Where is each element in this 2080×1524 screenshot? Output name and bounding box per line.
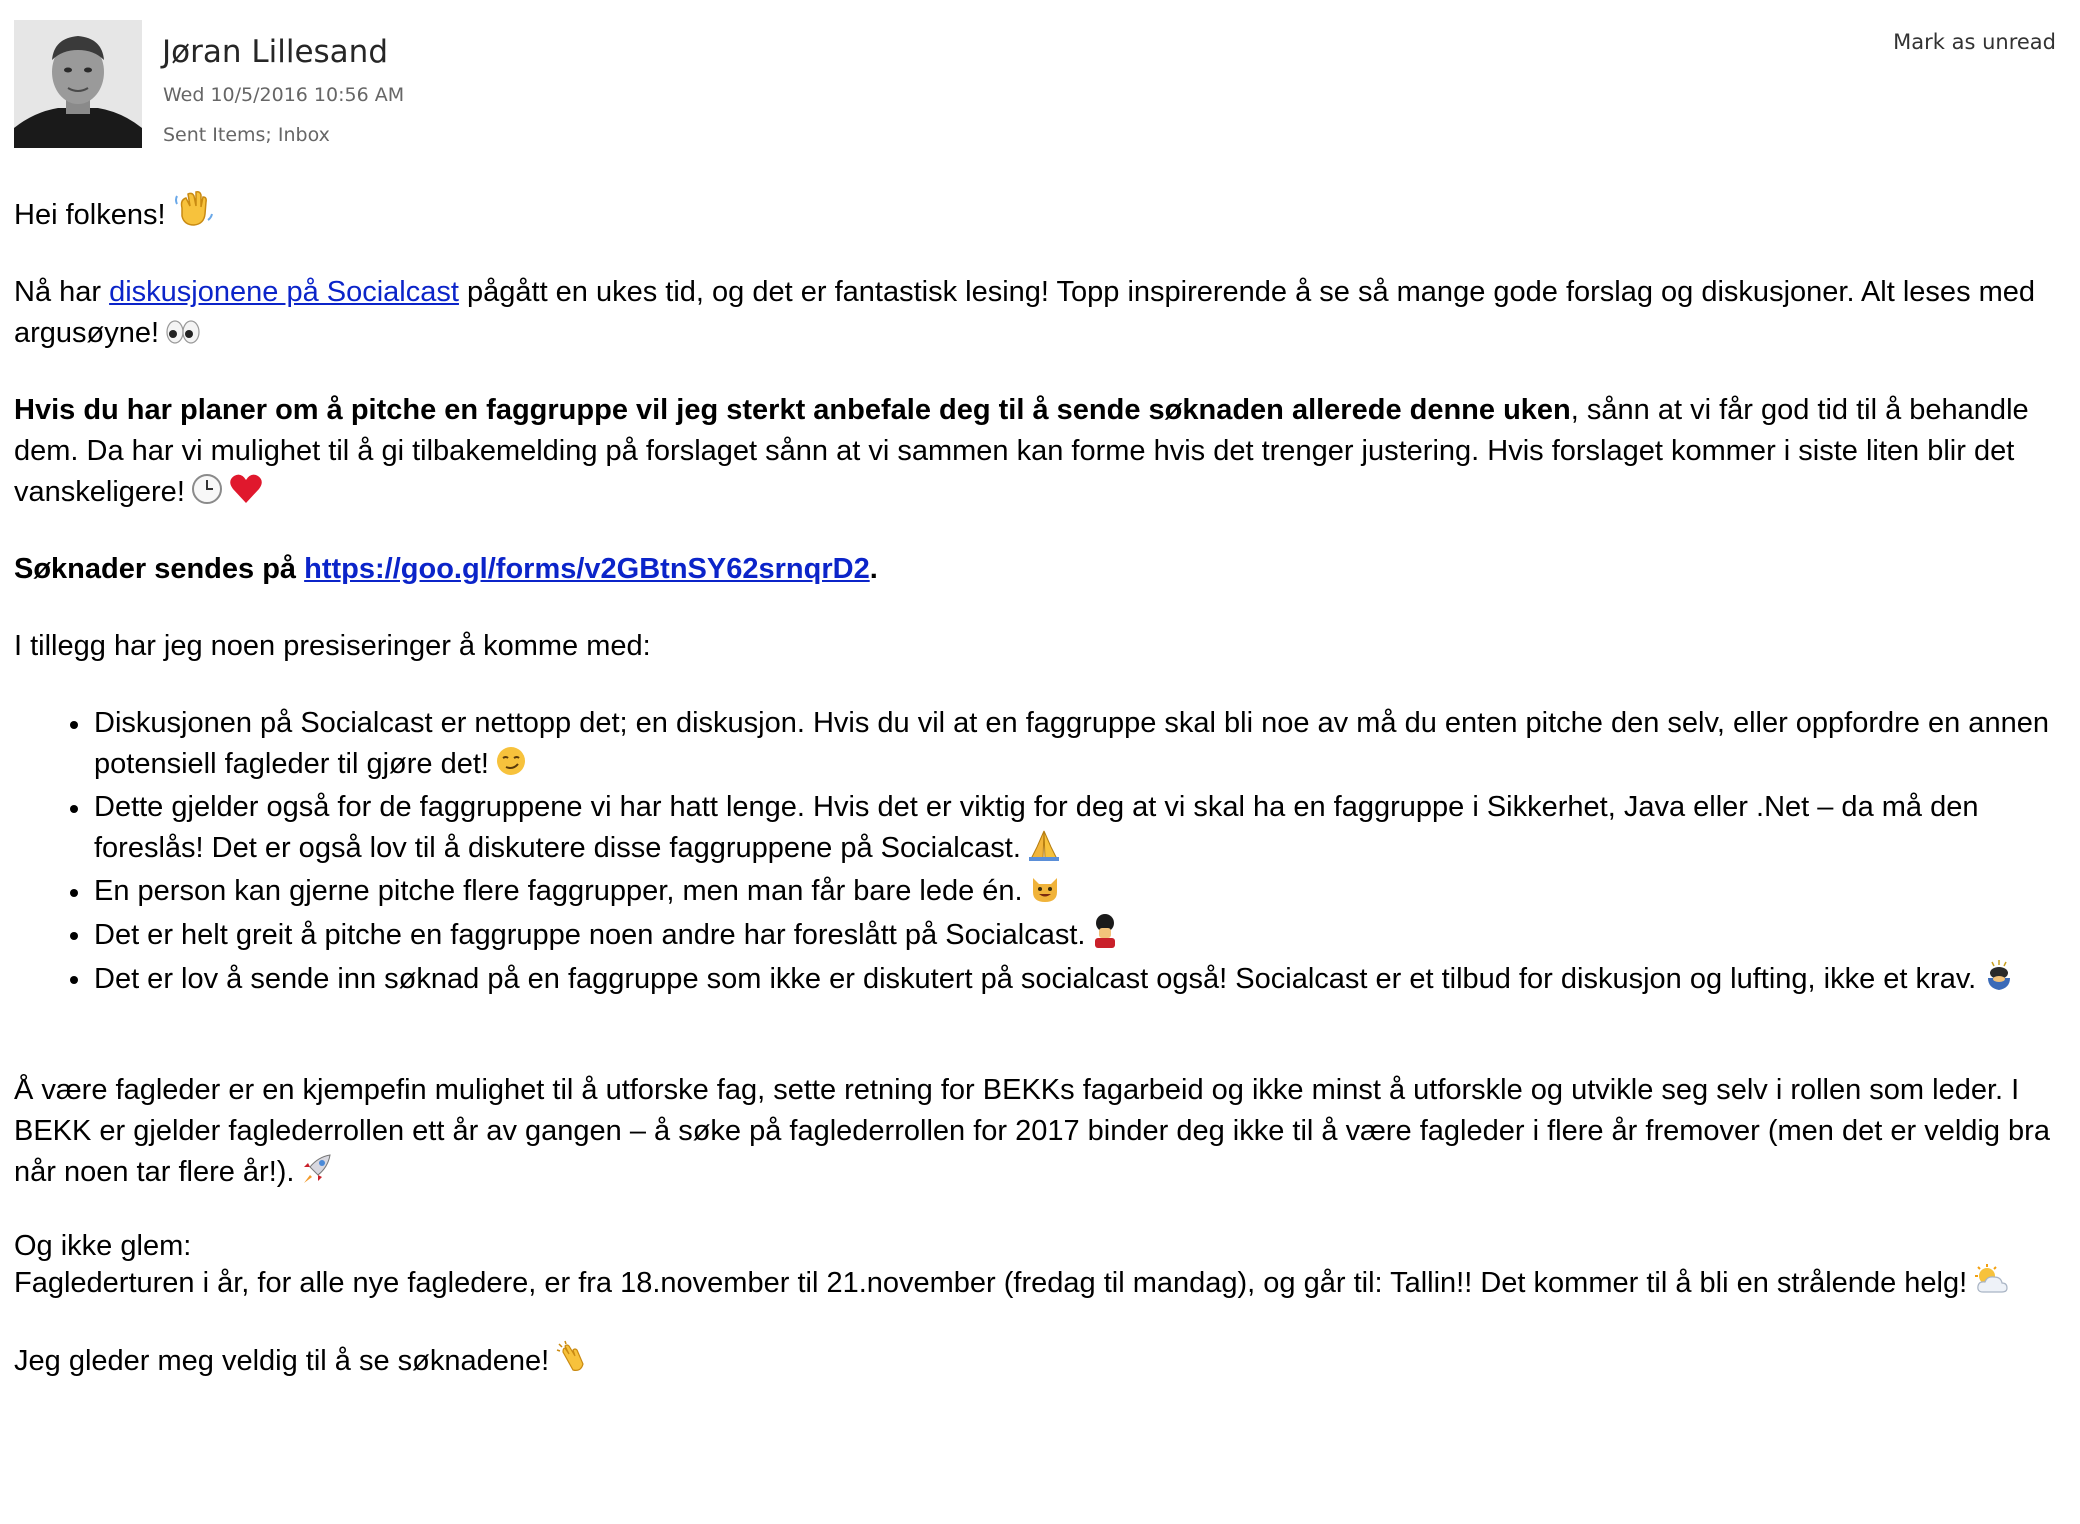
greeting-text: Hei folkens! <box>14 199 166 231</box>
application-link-paragraph <box>14 549 2064 590</box>
list-item-text: Dette gjelder også for de faggruppene vi har hatt lenge. Hvis det er viktig for deg at vi skal ha en faggruppe i Sikkerhet, Java eller .Net – da må den foreslås! Det er også lov til å diskutere disse faggruppene på Socialcast. <box>94 791 1979 864</box>
list-item-text: En person kan gjerne pitche flere faggrupper, men man får bare lede én. <box>94 875 1023 907</box>
list-item-text: Diskusjonen på Socialcast er nettopp det; en diskusjon. Hvis du vil at en faggruppe skal bli noe av må du enten pitche den selv, eller oppfordre en annen potensiell fagleder til gjøre det! <box>94 707 2049 780</box>
person-bowing-icon <box>1982 958 2016 992</box>
message-date: Wed 10/5/2016 10:56 AM <box>163 84 405 106</box>
intro-text-start: Nå har <box>14 276 110 308</box>
greeting-paragraph <box>14 186 2064 236</box>
fagleder-paragraph <box>14 1070 2064 1193</box>
list-item <box>94 958 2064 1000</box>
closing-text: Jeg gleder meg veldig til å se søknadene! <box>14 1345 550 1377</box>
list-item-text: Det er lov å sende inn søknad på en faggruppe som ikke er diskutert på socialcast også! Socialcast er et tilbud for diskusjon og lufting, ikke et krav. <box>94 963 1977 995</box>
eyes-icon <box>165 318 201 346</box>
list-item <box>94 914 2064 956</box>
clapping-hands-icon <box>555 1340 589 1374</box>
deadline-bold-text: Hvis du har planer om å pitche en faggruppe vil jeg sterkt anbefale deg til å sende søknaden allerede denne uken <box>14 394 1571 426</box>
reminder-heading: Og ikke glem: <box>14 1230 192 1262</box>
sun-behind-cloud-icon <box>1973 1264 2009 1296</box>
message-header <box>0 0 2080 160</box>
intro-text-end: pågått en ukes tid, og det er fantastisk lesing! Topp inspirerende å se så mange gode forslag og diskusjoner. Alt leses med argusøyne! <box>14 276 2036 349</box>
trip-paragraph <box>14 1263 2064 1304</box>
application-end-punct: . <box>869 553 878 585</box>
sender-name[interactable]: Jøran Lillesand <box>162 34 389 70</box>
red-heart-icon <box>229 473 263 505</box>
application-form-link[interactable]: https://goo.gl/forms/v2GBtnSY62srnqrD2 <box>304 553 870 585</box>
list-item <box>94 703 2064 785</box>
message-folders: Sent Items; Inbox <box>163 124 330 146</box>
clock-icon <box>191 473 223 505</box>
socialcast-discussion-link[interactable]: diskusjonene på Socialcast <box>109 276 459 308</box>
clarifications-list <box>14 703 2064 1000</box>
intro-paragraph <box>14 272 2064 354</box>
sender-avatar <box>14 20 142 148</box>
grinning-cat-icon <box>1029 872 1061 904</box>
trip-text: Faglederturen i år, for alle nye fagledere, er fra 18.november til 21.november (fredag til mandag), og går til: Tallin!! Det kommer til å bli en strålende helg! <box>14 1267 1968 1299</box>
message-body <box>14 186 2064 1382</box>
list-item <box>94 871 2064 912</box>
waving-hand-icon <box>172 186 214 228</box>
mark-as-unread-button[interactable]: Mark as unread <box>1893 30 2056 54</box>
guard-icon <box>1091 914 1119 948</box>
list-item <box>94 787 2064 869</box>
smirking-face-icon <box>495 745 527 777</box>
deadline-paragraph <box>14 390 2064 513</box>
rocket-icon <box>300 1153 334 1185</box>
folded-hands-icon <box>1027 829 1061 861</box>
closing-paragraph <box>14 1340 2064 1382</box>
application-bold-text: Søknader sendes på <box>14 553 305 585</box>
deadline-text: , sånn at vi får god tid til å behandle dem. Da har vi mulighet til å gi tilbakemelding på forslaget sånn at vi sammen kan forme hvis det trenger justering. Hvis forslaget kommer i siste liten blir det vanskeligere! <box>14 394 2029 508</box>
clarifications-intro: I tillegg har jeg noen presiseringer å komme med: <box>14 630 651 662</box>
list-item-text: Det er helt greit å pitche en faggruppe noen andre har foreslått på Socialcast. <box>94 919 1086 951</box>
fagleder-text: Å være fagleder er en kjempefin mulighet til å utforske fag, sette retning for BEKKs fagarbeid og ikke minst å utforskle og utvikle seg selv i rollen som leder. I BEKK er gjelder faglederrollen ett år av gangen – å søke på faglederrollen for 2017 binder deg ikke til å være fagleder i flere år fremover (men det er veldig bra når noen tar flere år!). <box>14 1074 2050 1188</box>
